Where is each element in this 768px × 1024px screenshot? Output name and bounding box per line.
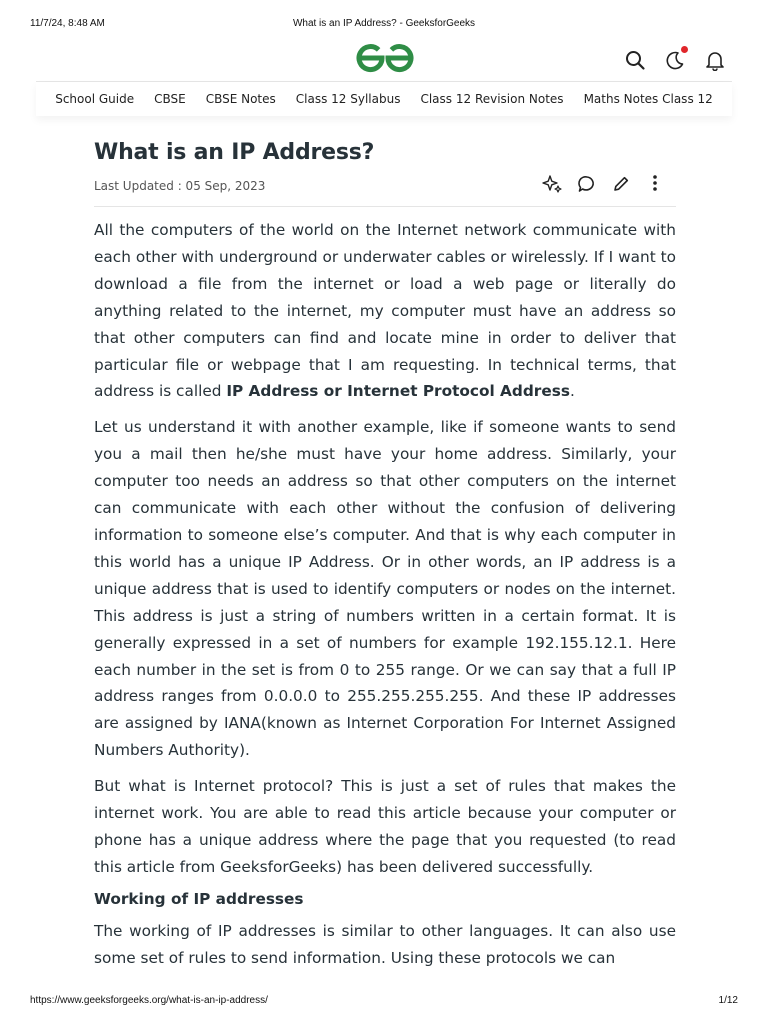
article-paragraph: Let us understand it with another example, like if someone wants to send you a mail then he/she must have your home address. Similarly, your computer too needs an address so that other computers on the internet can communicate with each other without the confusion of delivering information to someone else’s computer. And that is why each computer in this world has a unique IP Address. Or in other words, an IP address is a unique address that is used to identify computers or nodes on the internet. This address is just a string of numbers written in a certain format. It is generally expressed in a set of numbers for example 192.155.12.1. Here each number in the set is from 0 to 255 range. Or we can say that a full IP address ranges from 0.0.0.0 to 255.255.255.255. And these IP addresses are assigned by IANA(known as Internet Corporation For Internet Assigned Numbers Authority). (94, 418, 676, 760)
comment-icon[interactable] (576, 173, 598, 195)
more-vertical-icon[interactable] (644, 173, 666, 195)
print-datetime: 11/7/24, 8:48 AM (30, 18, 105, 29)
category-nav (36, 82, 732, 116)
search-icon[interactable] (624, 49, 646, 71)
article-paragraph: The working of IP addresses is similar to other languages. It can also use some set of rules to send information. Using these protocols we can (94, 921, 676, 967)
last-updated: Last Updated : 05 Sep, 2023 (94, 179, 266, 193)
print-url: https://www.geeksforgeeks.org/what-is-an-ip-address/ (30, 995, 268, 1006)
sparkle-icon[interactable] (542, 173, 564, 195)
header-actions (624, 46, 732, 74)
site-header (36, 38, 732, 82)
notification-dot (681, 46, 688, 53)
nav-item-class-12-syllabus[interactable]: Class 12 Syllabus (295, 92, 401, 106)
bold-term: IP Address or Internet Protocol Address (226, 382, 570, 401)
nav-item-cbse[interactable]: CBSE (154, 92, 186, 106)
print-header (0, 0, 768, 30)
nav-item-cbse-notes[interactable]: CBSE Notes (205, 92, 276, 106)
article-meta (94, 177, 676, 207)
article (94, 140, 676, 981)
nav-item-class-12-revision-notes[interactable]: Class 12 Revision Notes (420, 92, 564, 106)
bell-icon[interactable] (704, 49, 726, 71)
print-page-title: What is an IP Address? - GeeksforGeeks (292, 18, 476, 29)
page-number: 1/12 (718, 995, 738, 1006)
pencil-icon[interactable] (610, 173, 632, 195)
nav-item-school-guide[interactable]: School Guide (55, 92, 135, 106)
moon-icon[interactable] (664, 49, 686, 71)
gfg-logo[interactable] (356, 42, 414, 74)
article-paragraph: But what is Internet protocol? This is just a set of rules that makes the internet work. You are able to read this article because your computer or phone has a unique address where the page that you requested (to read this article from GeeksforGeeks) has been delivered successfully. (94, 777, 676, 876)
article-title: What is an IP Address? (94, 140, 375, 165)
section-heading: Working of IP addresses (94, 889, 304, 908)
article-paragraph: All the computers of the world on the Internet network communicate with each other with underground or underwater cables or wirelessly. If I want to download a file from the internet or load a web page or literally do anything related to the internet, my computer must have an address so that other computers can find and locate mine in order to deliver that particular file or webpage that I am requesting. In technical terms, that address is called IP Address or Internet Protocol Address. (94, 221, 676, 401)
article-tools (542, 173, 666, 195)
nav-item-maths-notes-class-12[interactable]: Maths Notes Class 12 (583, 92, 713, 106)
